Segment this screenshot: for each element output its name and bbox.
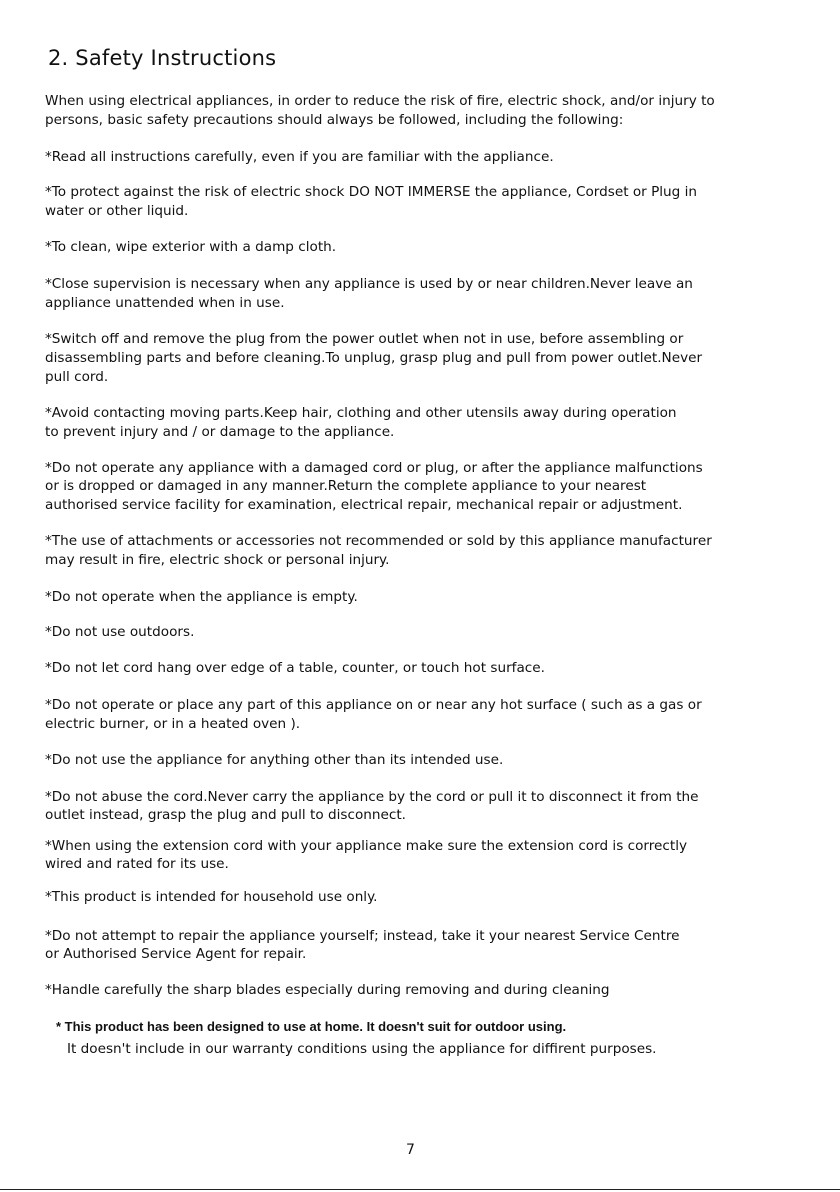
- instruction-line: or is dropped or damaged in any manner.Return the complete appliance to your nearest: [45, 478, 647, 494]
- instruction-line: or Authorised Service Agent for repair.: [45, 946, 307, 962]
- instruction-line: *To protect against the risk of electric shock DO NOT IMMERSE the appliance, Cordset or Plug in: [45, 184, 698, 200]
- instruction-line: *Switch off and remove the plug from the power outlet when not in use, before assembling or: [45, 331, 684, 347]
- instruction-line: may result in fire, electric shock or personal injury.: [45, 552, 390, 568]
- instruction-line: water or other liquid.: [45, 203, 189, 219]
- instruction-line: *Close supervision is necessary when any appliance is used by or near children.Never leave an: [45, 276, 693, 292]
- instruction-line: *Do not attempt to repair the appliance yourself; instead, take it your nearest Service Centre: [45, 928, 680, 944]
- instruction-line: *This product is intended for household use only.: [45, 889, 378, 905]
- notice-followup: It doesn't include in our warranty conditions using the appliance for diffirent purposes.: [67, 1041, 657, 1057]
- instruction-line: *Do not operate or place any part of this appliance on or near any hot surface ( such as a gas or: [45, 697, 702, 713]
- instruction-line: appliance unattended when in use.: [45, 295, 285, 311]
- instruction-line: *When using the extension cord with your appliance make sure the extension cord is correctly: [45, 838, 688, 854]
- instruction-line: *Do not abuse the cord.Never carry the appliance by the cord or pull it to disconnect it from the: [45, 789, 699, 805]
- instruction-line: *Do not operate when the appliance is empty.: [45, 589, 358, 605]
- bottom-rule: [0, 1189, 840, 1190]
- instruction-line: outlet instead, grasp the plug and pull to disconnect.: [45, 807, 406, 823]
- instruction-line: *Do not use the appliance for anything other than its intended use.: [45, 752, 504, 768]
- instruction-line: *Do not use outdoors.: [45, 624, 195, 640]
- instruction-line: disassembling parts and before cleaning.To unplug, grasp plug and pull from power outlet.Never: [45, 350, 703, 366]
- instruction-line: to prevent injury and / or damage to the appliance.: [45, 424, 395, 440]
- instruction-line: *To clean, wipe exterior with a damp cloth.: [45, 239, 337, 255]
- instruction-line: *Do not let cord hang over edge of a table, counter, or touch hot surface.: [45, 660, 545, 676]
- instruction-line: electric burner, or in a heated oven ).: [45, 716, 301, 732]
- page-title: 2. Safety Instructions: [48, 46, 277, 70]
- instruction-line: authorised service facility for examination, electrical repair, mechanical repair or adjustment.: [45, 497, 683, 513]
- instruction-line: pull cord.: [45, 369, 109, 385]
- bold-notice: * This product has been designed to use at home. It doesn't suit for outdoor using.: [56, 1019, 567, 1034]
- intro-line: When using electrical appliances, in order to reduce the risk of fire, electric shock, and/or injury to: [45, 93, 715, 109]
- instruction-line: *Avoid contacting moving parts.Keep hair, clothing and other utensils away during operation: [45, 405, 677, 421]
- intro-line: persons, basic safety precautions should always be followed, including the following:: [45, 112, 624, 128]
- instruction-line: *Do not operate any appliance with a damaged cord or plug, or after the appliance malfunctions: [45, 460, 703, 476]
- page-number: 7: [406, 1142, 415, 1158]
- instruction-line: *Read all instructions carefully, even if you are familiar with the appliance.: [45, 149, 554, 165]
- instruction-line: *Handle carefully the sharp blades especially during removing and during cleaning: [45, 982, 610, 998]
- instruction-line: *The use of attachments or accessories not recommended or sold by this appliance manufacturer: [45, 533, 712, 549]
- instruction-line: wired and rated for its use.: [45, 856, 229, 872]
